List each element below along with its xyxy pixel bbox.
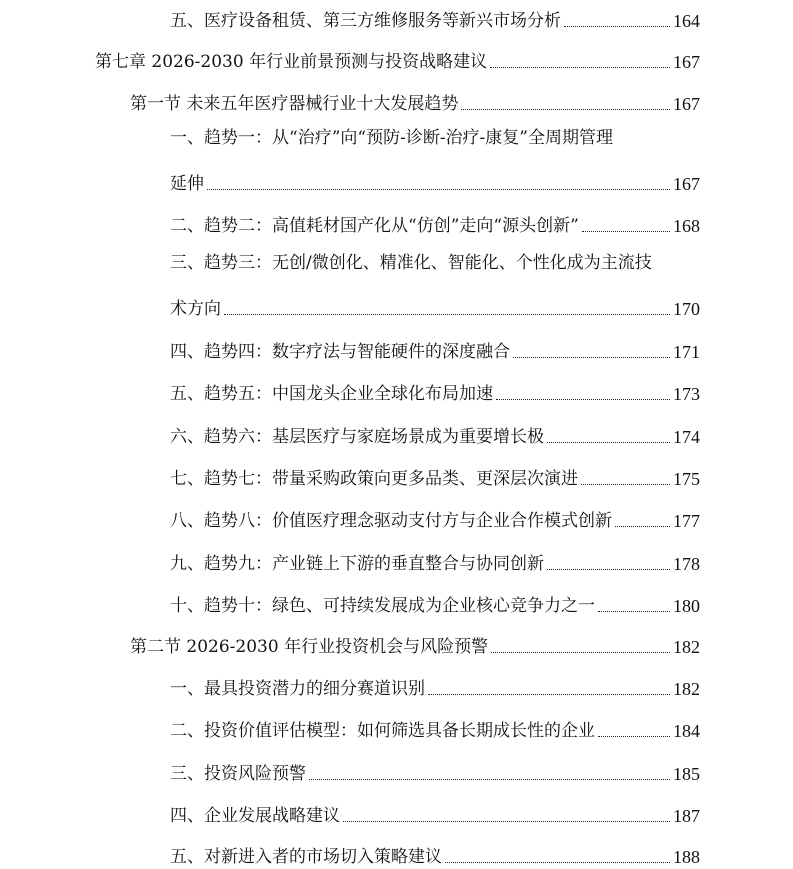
toc-entry-title: 第一节 未来五年医疗器械行业十大发展趋势: [130, 94, 459, 114]
toc-entry: [170, 502, 700, 532]
toc-entry-title-line2: 术方向: [170, 299, 221, 319]
toc-entry-page: 167: [673, 52, 700, 72]
toc-section-entry: [130, 628, 700, 658]
toc-entry: [170, 587, 700, 617]
toc-entry: [170, 165, 700, 195]
toc-entry-title-line1: 三、趋势三：无创/微创化、精准化、智能化、个性化成为主流技: [170, 253, 652, 273]
toc-entry-title: 第二节 2026-2030 年行业投资机会与风险预警: [130, 637, 489, 657]
toc-entry-page: 167: [673, 174, 700, 194]
toc-entry-title: 十、趋势十：绿色、可持续发展成为企业核心竞争力之一: [170, 596, 595, 616]
dot-leader: [582, 231, 670, 232]
toc-entry: [170, 375, 700, 405]
toc-entry-title: 九、趋势九：产业链上下游的垂直整合与协同创新: [170, 554, 544, 574]
toc-entry: [170, 545, 700, 575]
dot-leader: [490, 67, 670, 68]
toc-entry-page: 175: [673, 469, 700, 489]
toc-entry-title: 二、投资价值评估模型：如何筛选具备长期成长性的企业: [170, 721, 595, 741]
toc-entry-title: 五、对新进入者的市场切入策略建议: [170, 847, 442, 867]
toc-entry-title: 六、趋势六：基层医疗与家庭场景成为重要增长极: [170, 427, 544, 447]
dot-leader: [224, 314, 670, 315]
toc-entry: [170, 838, 700, 868]
toc-entry-title-line1: 一、趋势一：从“治疗”向“预防-诊断-治疗-康复”全周期管理: [170, 128, 613, 148]
dot-leader: [445, 862, 670, 863]
toc-entry: [170, 460, 700, 490]
toc-entry-title-line2: 延伸: [170, 174, 204, 194]
toc-entry: [170, 333, 700, 363]
toc-entry-page: 168: [673, 216, 700, 236]
toc-entry-page: 182: [673, 637, 700, 657]
toc-entry-page: 167: [673, 94, 700, 114]
toc-entry-page: 173: [673, 384, 700, 404]
toc-entry-title: 二、趋势二：高值耗材国产化从“仿创”走向“源头创新”: [170, 216, 579, 236]
dot-leader: [343, 821, 670, 822]
dot-leader: [564, 26, 670, 27]
toc-entry: [170, 290, 700, 320]
toc-entry-title: 三、投资风险预警: [170, 764, 306, 784]
dot-leader: [581, 484, 670, 485]
toc-entry-page: 188: [673, 847, 700, 867]
toc-entry-page: 171: [673, 342, 700, 362]
toc-entry-page: 180: [673, 596, 700, 616]
toc-entry-page: 178: [673, 554, 700, 574]
toc-entry-title: 一、最具投资潜力的细分赛道识别: [170, 679, 425, 699]
dot-leader: [309, 779, 670, 780]
toc-chapter-entry: [95, 43, 700, 73]
toc-entry: [170, 670, 700, 700]
toc-entry-title: 第七章 2026-2030 年行业前景预测与投资战略建议: [95, 52, 488, 72]
dot-leader: [428, 694, 670, 695]
toc-entry: [170, 712, 700, 742]
toc-entry-page: 185: [673, 764, 700, 784]
toc-entry: [170, 755, 700, 785]
dot-leader: [461, 109, 670, 110]
toc-entry-title: 四、趋势四：数字疗法与智能硬件的深度融合: [170, 342, 510, 362]
toc-entry-title: 七、趋势七：带量采购政策向更多品类、更深层次演进: [170, 469, 578, 489]
toc-section-entry: [130, 85, 700, 115]
toc-entry-title: 五、趋势五：中国龙头企业全球化布局加速: [170, 384, 493, 404]
toc-entry-page: 184: [673, 721, 700, 741]
toc-entry-page: 182: [673, 679, 700, 699]
dot-leader: [513, 357, 670, 358]
toc-entry-title: 五、医疗设备租赁、第三方维修服务等新兴市场分析: [170, 11, 561, 31]
toc-entry-page: 174: [673, 427, 700, 447]
dot-leader: [598, 736, 670, 737]
dot-leader: [496, 399, 670, 400]
toc-entry-title: 四、企业发展战略建议: [170, 806, 340, 826]
dot-leader: [491, 652, 670, 653]
dot-leader: [207, 189, 670, 190]
toc-entry: [170, 207, 700, 237]
toc-entry: [170, 797, 700, 827]
dot-leader: [547, 442, 670, 443]
toc-entry: [170, 418, 700, 448]
dot-leader: [615, 526, 670, 527]
toc-entry: [170, 2, 700, 32]
toc-entry-page: 177: [673, 511, 700, 531]
toc-entry-page: 170: [673, 299, 700, 319]
toc-entry-title: 八、趋势八：价值医疗理念驱动支付方与企业合作模式创新: [170, 511, 612, 531]
toc-entry-page: 164: [673, 11, 700, 31]
toc-entry-page: 187: [673, 806, 700, 826]
dot-leader: [547, 569, 670, 570]
dot-leader: [598, 611, 670, 612]
